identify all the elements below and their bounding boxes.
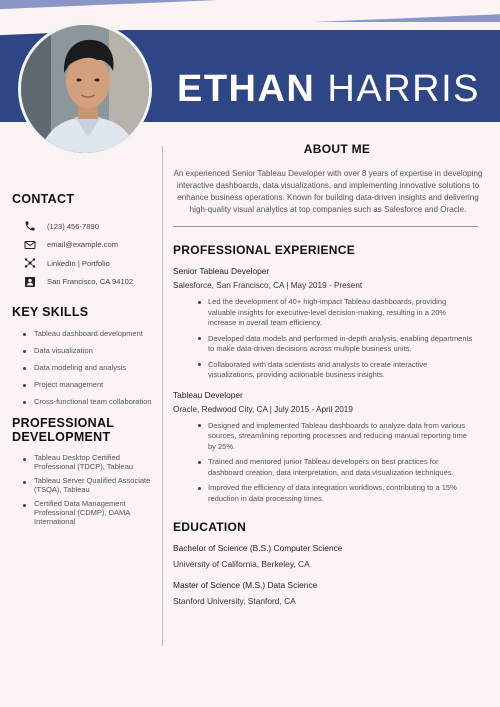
skill-item: Cross-functional team collaboration [34,396,158,408]
certification-item: Tableau Desktop Certified Professional (TDCP), Tableau [34,453,158,471]
contact-list [12,217,158,291]
skill-item: Project management [34,379,158,391]
job-entry [173,390,483,505]
job-title: Senior Tableau Developer [173,266,270,276]
left-column [12,192,158,531]
experience-heading: PROFESSIONAL EXPERIENCE [173,243,356,257]
job-bullet: Improved the efficiency of data integration workflows, contributing to a 15% reduction in data processing times. [208,483,473,504]
skill-item: Data visualization [34,345,158,357]
location-card-icon [23,275,37,289]
right-column [173,142,483,606]
contact-email-text: email@example.com [47,240,119,250]
job-entry [173,266,483,381]
job-bullet: Developed data models and performed in-depth analysis, enabling departments to make data-driven decisions across multiple business units. [208,333,473,353]
candidate-name [177,68,480,111]
contact-email [12,236,158,255]
email-icon [23,238,37,252]
contact-heading: CONTACT [12,192,75,206]
job-bullet: Collaborated with data scientists and analysts to create interactive visualizations, providing actionable business insights. [208,360,473,381]
development-heading [12,416,158,444]
job-title: Tableau Developer [173,389,243,400]
job-meta: Oracle, Redwood City, CA | July 2015 - April 2019 [173,404,353,414]
certification-item: Tableau Server Qualified Associate (TSQA), Tableau [34,476,158,494]
education-heading: EDUCATION [173,520,247,534]
contact-phone [12,217,158,236]
certification-item: Certified Data Management Professional (CDMP), DAMA International [34,499,158,526]
contact-location-text: San Francisco, CA 94102 [47,277,134,287]
contact-phone-text: (123) 456-7890 [47,221,99,231]
column-divider [162,146,163,646]
last-name: HARRIS [327,68,480,110]
contact-links-text: LinkedIn | Portfolio [47,258,110,268]
contact-links [12,254,158,273]
job-bullet: Designed and implemented Tableau dashboards to analyze data from various sources, streamlining reporting processes and reducing manual reporting time by 25%. [208,421,473,453]
contact-location [12,273,158,292]
development-heading-line2: DEVELOPMENT [12,430,111,444]
section-divider [173,226,478,227]
first-name: ETHAN [176,68,316,110]
job-bullet: Led the development of 40+ high-impact Tableau dashboards, providing valuable insights for executive-level decision-making, resulting in a 20% increase in overall team efficiency. [208,297,473,329]
job-bullets [173,297,473,381]
education-school: University of California, Berkeley, CA [173,559,310,569]
development-heading-line1: PROFESSIONAL [12,416,115,430]
development-list [12,453,158,526]
job-bullets [173,421,473,505]
skills-heading: KEY SKILLS [12,305,89,319]
job-bullet: Trained and mentored junior Tableau developers on best practices for dashboard creation, data interpretation, and data visualization techniques. [208,457,473,478]
about-heading: ABOUT ME [303,142,371,156]
education-degree: Bachelor of Science (B.S.) Computer Science [173,543,343,553]
about-text: An experienced Senior Tableau Developer with over 8 years of expertise in developing interactive dashboards, data visualizations, and implementing innovative solutions to enhance business operations. Known for building data-driven insights and delivering high-quality visual analytics at top companies such as Salesforce and Oracle. [173,169,483,214]
network-icon [23,256,37,270]
education-degree: Master of Science (M.S.) Data Science [173,580,318,590]
profile-photo-illustration [21,25,152,156]
education-school: Stanford University, Stanford, CA [173,596,296,606]
skills-list [12,328,158,408]
profile-photo [18,22,152,156]
phone-icon [23,219,37,233]
job-meta: Salesforce, San Francisco, CA | May 2019 - Present [173,281,363,290]
skill-item: Data modeling and analysis [34,362,158,374]
skill-item: Tableau dashboard development [34,328,158,340]
